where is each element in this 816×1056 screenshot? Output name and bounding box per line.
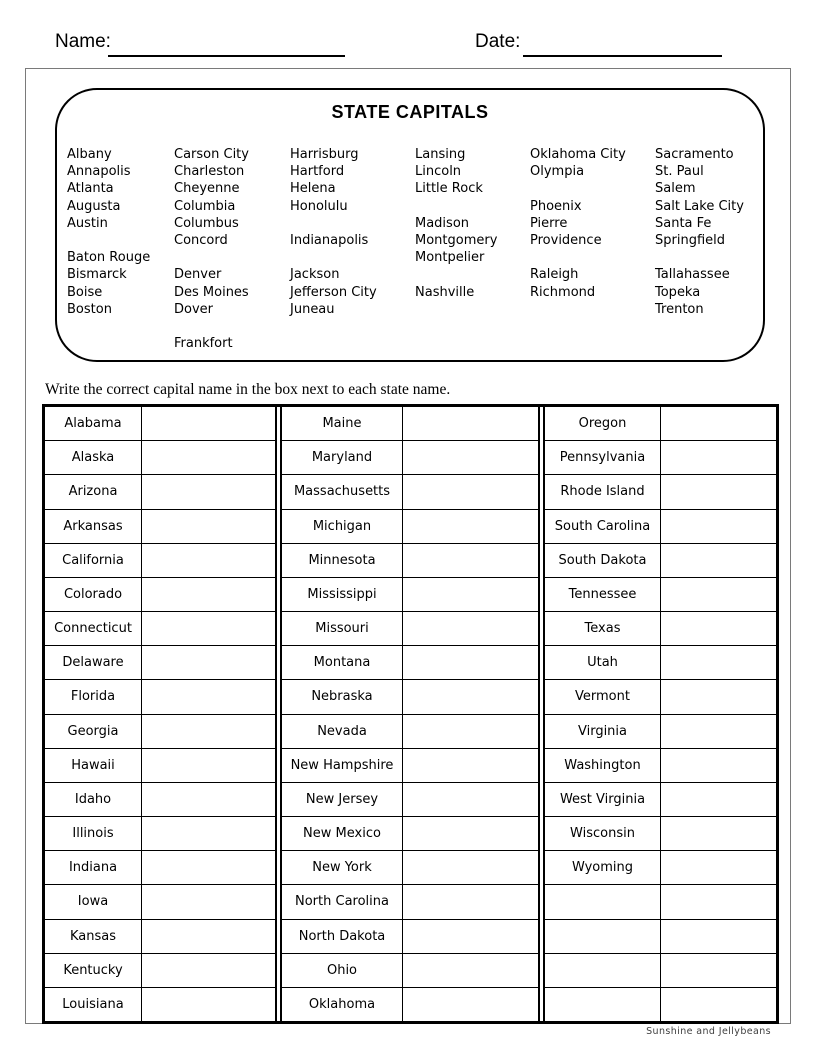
capital-name: Topeka <box>655 284 701 300</box>
capital-answer-box[interactable] <box>661 544 776 577</box>
name-input-line[interactable] <box>108 32 345 57</box>
capital-name <box>655 335 759 352</box>
capital-answer-box[interactable] <box>661 715 776 748</box>
credit-text: Sunshine and Jellybeans <box>646 1026 771 1037</box>
capital-answer-box[interactable] <box>142 544 275 577</box>
capitals-column <box>174 146 290 352</box>
table-row <box>545 646 776 680</box>
capital-name: Carson City <box>174 147 249 162</box>
table-row <box>45 407 275 441</box>
table-row <box>45 475 275 509</box>
capital-name: Harrisburg <box>290 147 359 162</box>
table-row <box>45 920 275 954</box>
capital-name: Augusta <box>67 198 121 214</box>
table-row <box>545 680 776 714</box>
capital-name: Olympia <box>530 164 585 180</box>
state-name-cell: Alabama <box>45 407 142 440</box>
table-row <box>45 885 275 919</box>
table-row <box>545 988 776 1021</box>
capital-answer-box[interactable] <box>142 578 275 611</box>
capital-name <box>415 335 530 352</box>
state-name-cell: North Dakota <box>282 920 403 953</box>
state-name-cell: Florida <box>45 680 142 713</box>
state-name-cell: Georgia <box>45 715 142 748</box>
capital-name: Pierre <box>530 215 568 231</box>
capital-answer-box[interactable] <box>142 988 275 1021</box>
table-row <box>545 885 776 919</box>
state-name-cell: Oklahoma <box>282 988 403 1021</box>
state-table-group <box>280 407 540 1021</box>
table-row <box>45 578 275 612</box>
state-name-cell: Montana <box>282 646 403 679</box>
state-name-cell: Alaska <box>45 441 142 474</box>
capital-name: Jefferson City <box>290 284 377 300</box>
table-row <box>282 441 538 475</box>
capital-answer-box[interactable] <box>403 783 538 816</box>
capital-name: Juneau <box>290 301 335 317</box>
state-name-cell: South Dakota <box>545 544 661 577</box>
capital-answer-box[interactable] <box>403 510 538 543</box>
state-name-cell <box>545 988 661 1021</box>
state-name-cell: Hawaii <box>45 749 142 782</box>
table-row <box>45 441 275 475</box>
state-name-cell: Utah <box>545 646 661 679</box>
capital-answer-box[interactable] <box>142 851 275 884</box>
table-row <box>282 885 538 919</box>
table-row <box>282 612 538 646</box>
state-name-cell: California <box>45 544 142 577</box>
state-name-cell: New York <box>282 851 403 884</box>
capital-answer-box[interactable] <box>403 578 538 611</box>
capital-name: Baton Rouge <box>67 250 151 266</box>
state-name-cell: Maine <box>282 407 403 440</box>
state-name-cell: Washington <box>545 749 661 782</box>
state-name-cell: Pennsylvania <box>545 441 661 474</box>
capitals-column <box>530 146 655 352</box>
capital-name: Austin <box>67 215 108 231</box>
table-row <box>545 441 776 475</box>
table-row <box>282 510 538 544</box>
capital-name <box>290 318 415 335</box>
table-row <box>545 783 776 817</box>
table-row <box>282 954 538 988</box>
capital-answer-box[interactable] <box>661 510 776 543</box>
state-name-cell: Michigan <box>282 510 403 543</box>
state-name-cell: Illinois <box>45 817 142 850</box>
state-name-cell: Colorado <box>45 578 142 611</box>
table-row <box>45 510 275 544</box>
state-name-cell <box>545 920 661 953</box>
date-label: Date: <box>475 31 521 52</box>
state-name-cell: West Virginia <box>545 783 661 816</box>
date-input-line[interactable] <box>523 32 722 57</box>
capital-name: Montgomery <box>415 232 498 248</box>
capital-name: Atlanta <box>67 181 114 197</box>
capital-name: Boston <box>67 301 112 317</box>
capital-answer-box[interactable] <box>142 783 275 816</box>
capital-name: Lincoln <box>415 164 462 180</box>
capital-name: Jackson <box>290 267 340 283</box>
capital-answer-box[interactable] <box>661 783 776 816</box>
state-name-cell: Massachusetts <box>282 475 403 508</box>
capital-name: Dover <box>174 301 213 317</box>
table-row <box>545 920 776 954</box>
state-name-cell: Wyoming <box>545 851 661 884</box>
state-name-cell: Maryland <box>282 441 403 474</box>
capital-answer-box[interactable] <box>403 544 538 577</box>
table-row <box>282 988 538 1021</box>
capital-answer-box[interactable] <box>403 954 538 987</box>
table-row <box>45 646 275 680</box>
capital-answer-box[interactable] <box>142 920 275 953</box>
capital-answer-box[interactable] <box>142 715 275 748</box>
state-name-cell: Minnesota <box>282 544 403 577</box>
capital-name: Phoenix <box>530 198 582 214</box>
table-row <box>45 680 275 714</box>
capital-name: Hartford <box>290 164 345 180</box>
capital-answer-box[interactable] <box>403 475 538 508</box>
table-row <box>45 783 275 817</box>
state-name-cell: Nebraska <box>282 680 403 713</box>
capital-name: Salem <box>655 181 696 197</box>
table-row <box>282 680 538 714</box>
state-name-cell: Idaho <box>45 783 142 816</box>
state-name-cell: Virginia <box>545 715 661 748</box>
table-row <box>545 612 776 646</box>
capital-answer-box[interactable] <box>403 407 538 440</box>
state-name-cell <box>545 885 661 918</box>
capital-answer-box[interactable] <box>661 885 776 918</box>
capital-answer-box[interactable] <box>403 885 538 918</box>
capital-name: Salt Lake City <box>655 198 744 214</box>
capital-answer-box[interactable] <box>661 954 776 987</box>
state-name-cell: Wisconsin <box>545 817 661 850</box>
state-name-cell: Nevada <box>282 715 403 748</box>
capital-name: Concord <box>174 232 228 248</box>
capital-name: Sacramento <box>655 147 734 162</box>
state-name-cell: North Carolina <box>282 885 403 918</box>
state-name-cell: Connecticut <box>45 612 142 645</box>
state-name-cell: Kentucky <box>45 954 142 987</box>
table-row <box>545 407 776 441</box>
capital-answer-box[interactable] <box>661 407 776 440</box>
table-row <box>45 544 275 578</box>
capital-answer-box[interactable] <box>142 680 275 713</box>
state-name-cell: Texas <box>545 612 661 645</box>
table-row <box>282 578 538 612</box>
state-name-cell: Tennessee <box>545 578 661 611</box>
capital-name: Columbus <box>174 215 239 231</box>
capital-name: Frankfort <box>174 336 233 352</box>
capital-name: Santa Fe <box>655 215 712 231</box>
capital-answer-box[interactable] <box>661 988 776 1021</box>
capitals-column <box>290 146 415 352</box>
table-row <box>45 954 275 988</box>
capital-name <box>67 318 174 335</box>
capital-name: Charleston <box>174 164 245 180</box>
capital-name: Oklahoma City <box>530 147 626 162</box>
capital-name: Columbia <box>174 198 236 214</box>
table-row <box>545 817 776 851</box>
table-row <box>545 475 776 509</box>
capital-answer-box[interactable] <box>403 612 538 645</box>
table-row <box>282 544 538 578</box>
table-row <box>282 851 538 885</box>
state-name-cell: Mississippi <box>282 578 403 611</box>
capital-answer-box[interactable] <box>142 817 275 850</box>
table-row <box>282 715 538 749</box>
capital-name <box>530 301 655 318</box>
table-row <box>45 612 275 646</box>
capital-name: Madison <box>415 215 470 231</box>
capital-answer-box[interactable] <box>661 441 776 474</box>
capital-name: Des Moines <box>174 284 249 300</box>
capital-name: Boise <box>67 284 103 300</box>
table-row <box>545 954 776 988</box>
capital-name <box>530 180 655 197</box>
capital-name <box>415 318 530 335</box>
state-name-cell: New Mexico <box>282 817 403 850</box>
capital-name: Nashville <box>415 284 475 300</box>
capital-name: Montpelier <box>415 250 485 266</box>
capital-answer-box[interactable] <box>661 749 776 782</box>
state-table-group <box>543 407 776 1021</box>
state-name-cell: Iowa <box>45 885 142 918</box>
capital-answer-box[interactable] <box>661 646 776 679</box>
capital-name <box>530 318 655 335</box>
capital-name: Cheyenne <box>174 181 240 197</box>
state-name-cell: Vermont <box>545 680 661 713</box>
capital-name <box>174 249 290 266</box>
instruction-text: Write the correct capital name in the box next to each state name. <box>45 381 451 398</box>
capitals-list <box>67 146 759 352</box>
capital-answer-box[interactable] <box>403 715 538 748</box>
capital-answer-box[interactable] <box>403 749 538 782</box>
table-row <box>282 783 538 817</box>
capital-answer-box[interactable] <box>142 749 275 782</box>
capital-answer-box[interactable] <box>142 646 275 679</box>
capital-name: Providence <box>530 232 602 248</box>
capital-answer-box[interactable] <box>142 475 275 508</box>
capital-answer-box[interactable] <box>142 441 275 474</box>
state-name-cell: Arizona <box>45 475 142 508</box>
state-table-group <box>45 407 277 1021</box>
capital-answer-box[interactable] <box>403 817 538 850</box>
table-row <box>545 510 776 544</box>
capital-answer-box[interactable] <box>661 920 776 953</box>
table-row <box>282 475 538 509</box>
state-capital-table <box>42 404 779 1024</box>
table-row <box>45 988 275 1021</box>
capital-answer-box[interactable] <box>661 851 776 884</box>
state-name-cell: New Jersey <box>282 783 403 816</box>
capital-name: Honolulu <box>290 198 348 214</box>
capital-name <box>290 335 415 352</box>
table-row <box>545 578 776 612</box>
table-row <box>545 544 776 578</box>
capital-name: Indianapolis <box>290 232 369 248</box>
capitals-column <box>655 146 759 352</box>
capital-name: Springfield <box>655 232 726 248</box>
state-name-cell: Ohio <box>282 954 403 987</box>
capital-name: Denver <box>174 267 222 283</box>
capital-name <box>655 249 759 266</box>
capital-name: Little Rock <box>415 181 483 197</box>
capital-name <box>655 318 759 335</box>
capital-name <box>530 335 655 352</box>
capital-name <box>174 318 290 335</box>
state-name-cell <box>545 954 661 987</box>
capital-name <box>415 198 530 215</box>
capital-answer-box[interactable] <box>403 988 538 1021</box>
table-row <box>282 749 538 783</box>
table-row <box>282 646 538 680</box>
table-row <box>282 920 538 954</box>
table-row <box>545 715 776 749</box>
capital-answer-box[interactable] <box>661 817 776 850</box>
capital-name <box>67 232 174 249</box>
capital-name: Annapolis <box>67 164 131 180</box>
state-name-cell: Indiana <box>45 851 142 884</box>
capital-answer-box[interactable] <box>661 612 776 645</box>
state-capitals-box <box>55 88 765 362</box>
table-row <box>45 851 275 885</box>
capital-answer-box[interactable] <box>142 612 275 645</box>
state-name-cell: Louisiana <box>45 988 142 1021</box>
capital-name: Albany <box>67 147 112 162</box>
capital-answer-box[interactable] <box>403 851 538 884</box>
table-row <box>45 817 275 851</box>
state-name-cell: Arkansas <box>45 510 142 543</box>
capital-answer-box[interactable] <box>661 680 776 713</box>
capital-name: Trenton <box>655 301 704 317</box>
capital-name <box>415 266 530 283</box>
name-label: Name: <box>55 31 111 52</box>
state-name-cell: New Hampshire <box>282 749 403 782</box>
state-name-cell: South Carolina <box>545 510 661 543</box>
capital-name: Tallahassee <box>655 267 730 283</box>
state-name-cell: Delaware <box>45 646 142 679</box>
table-row <box>45 715 275 749</box>
capital-name <box>67 335 174 352</box>
table-row <box>545 749 776 783</box>
capital-answer-box[interactable] <box>403 646 538 679</box>
capital-answer-box[interactable] <box>142 510 275 543</box>
capital-name <box>415 301 530 318</box>
capital-answer-box[interactable] <box>142 407 275 440</box>
table-row <box>45 749 275 783</box>
table-row <box>282 407 538 441</box>
capital-name <box>290 215 415 232</box>
capitals-box-title: STATE CAPITALS <box>331 102 489 122</box>
table-row <box>545 851 776 885</box>
capitals-column <box>67 146 174 352</box>
capital-answer-box[interactable] <box>403 680 538 713</box>
capital-answer-box[interactable] <box>403 920 538 953</box>
capital-name <box>530 249 655 266</box>
state-name-cell: Oregon <box>545 407 661 440</box>
state-name-cell: Missouri <box>282 612 403 645</box>
state-name-cell: Kansas <box>45 920 142 953</box>
capital-answer-box[interactable] <box>142 954 275 987</box>
capitals-column <box>415 146 530 352</box>
capital-name: Raleigh <box>530 267 579 283</box>
capital-name: Helena <box>290 181 336 197</box>
capital-name: Bismarck <box>67 267 127 283</box>
capital-name: Richmond <box>530 284 596 300</box>
capital-name <box>290 249 415 266</box>
capital-name: Lansing <box>415 147 466 162</box>
capital-answer-box[interactable] <box>142 885 275 918</box>
capital-answer-box[interactable] <box>403 441 538 474</box>
table-row <box>282 817 538 851</box>
capital-name: St. Paul <box>655 164 704 180</box>
capital-answer-box[interactable] <box>661 475 776 508</box>
state-name-cell: Rhode Island <box>545 475 661 508</box>
capital-answer-box[interactable] <box>661 578 776 611</box>
